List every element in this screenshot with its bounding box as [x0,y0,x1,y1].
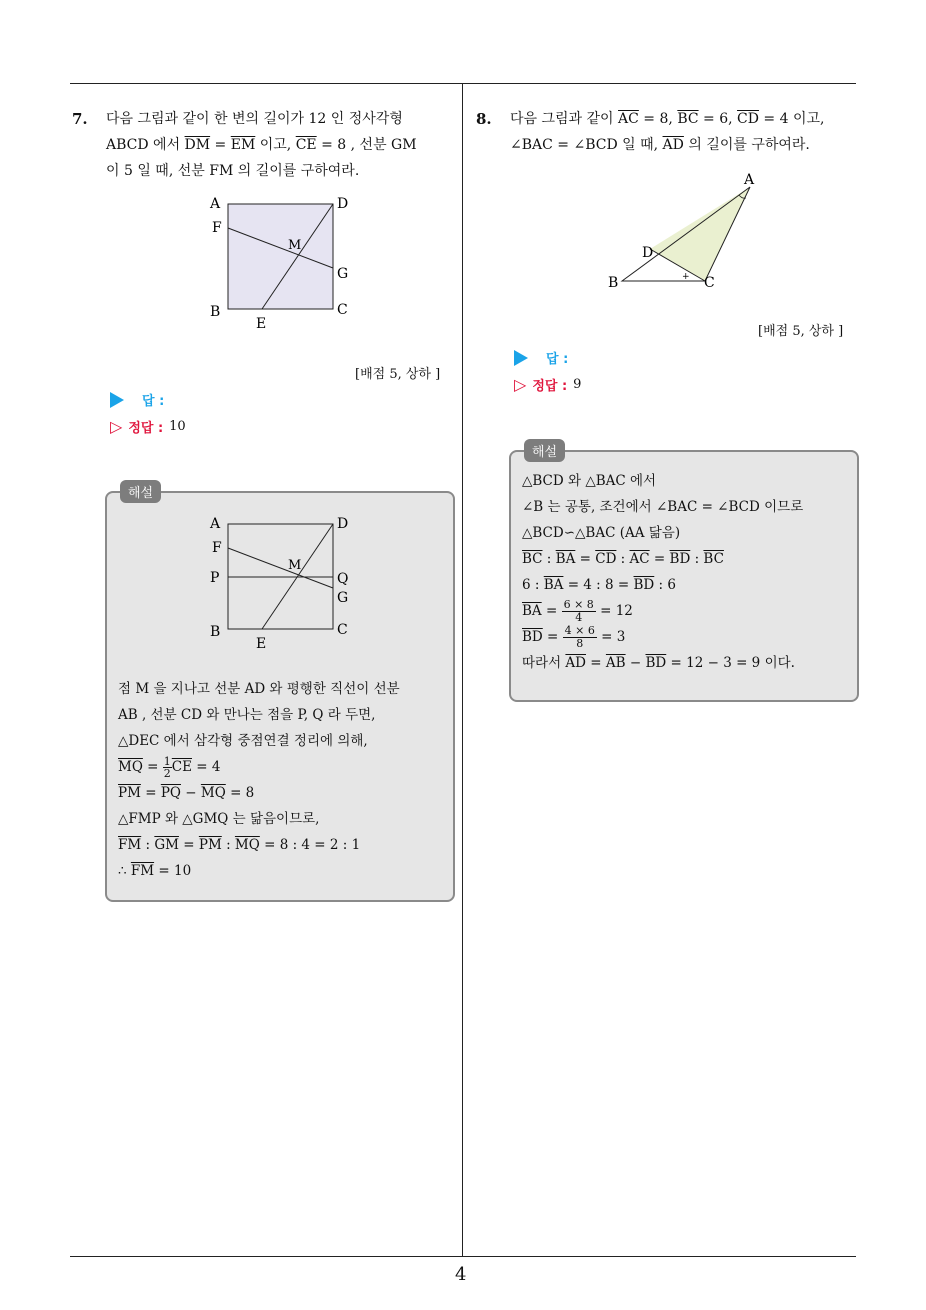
q8-sol-line-1: △BCD 와 △BAC 에서 [522,473,657,489]
q7-number: 7. [72,110,88,128]
q8-correct-row [514,375,581,394]
svg-text:P: P [210,570,220,586]
q7-correct-label: 정답 : [128,421,164,436]
svg-text:G: G [337,590,349,606]
q7-sol-line-3: △DEC 에서 삼각형 중점연결 정리에 의해, [118,733,368,749]
svg-text:B: B [210,624,221,640]
q8-sol-line-8: 따라서 $\overline{AD} = \overline{AB} - \overline{BD} = 12 - 3 = 9$ 이다. [522,655,795,671]
outline-triangle-icon: ▷ [514,375,527,394]
q8-correct-label: 정답 : [532,379,568,394]
q7-text [106,106,458,184]
label-f: F [212,220,222,236]
play-triangle-icon [110,392,124,408]
label-a: A [210,196,221,212]
q8-sol-line-2: ∠B 는 공통, 조건에서 ∠BAC = ∠BCD 이므로 [522,499,804,515]
label-m: M [288,238,302,253]
q7-line-1: 다음 그림과 같이 한 변의 길이가 12 인 정사각형 [106,111,403,127]
svg-text:E: E [256,636,267,652]
svg-text:B: B [608,275,619,291]
q7-solution-text [118,676,448,884]
svg-text:A: A [210,516,221,532]
q7-correct-row [110,417,186,436]
q7-sol-line-2: AB , 선분 CD 와 만나는 점을 P, Q 라 두면, [118,707,376,723]
q8-line-2: ∠BAC = ∠BCD 일 때, $\overline{AD}$ 의 길이를 구하여라. [510,137,810,153]
label-g: G [337,266,349,282]
svg-text:C: C [337,622,348,638]
q8-solution-text [522,468,852,676]
q7-score: [배점 5, 상하 ] [355,367,441,382]
q7-sol-line-4: $\overline{MQ}$ = $\frac{1}{2}$ $\overline{CE}$ = 4 [118,754,221,780]
svg-text:M: M [288,558,302,573]
q8-sol-line-3: △BCD∽△BAC (AA 닮음) [522,525,681,541]
svg-text:F: F [212,540,222,556]
q8-text [510,106,862,158]
q8-answer-label: 답 : [546,352,569,367]
q8-number: 8. [476,110,492,128]
top-rule [70,83,856,84]
q7-line-3: 이 5 일 때, 선분 FM 의 길이를 구하여라. [106,163,360,179]
q8-line-1: 다음 그림과 같이 $\overline{AC} = 8$, $\overline{BC} = 6$, $\overline{CD} = 4$ 이고, [510,111,825,127]
q7-answer-label: 답 : [142,394,165,409]
q7-sol-line-5: $\overline{PM} = \overline{PQ} - \overline{MQ} = 8$ [118,785,255,801]
q8-sol-line-6: $\overline{BA}$ = $\frac{6 \times 8}{4}$ = 12 [522,597,633,624]
q8-sol-line-4: $\overline{BC}$ : $\overline{BA} = \overline{CD}$ : $\overline{AC} = \overline{BD}$ : $\overline{BC}$ [522,551,724,567]
q7-sol-line-6: △FMP 와 △GMQ 는 닮음이므로, [118,811,320,827]
q8-solution-tag: 해설 [524,439,565,462]
label-c: C [337,302,348,318]
svg-text:D: D [337,516,349,532]
q8-sol-line-5: 6 : $\overline{BA} = 4$ : $8 = \overline{BD}$ : 6 [522,577,676,593]
label-d: D [337,196,349,212]
q7-correct-value: 10 [169,419,186,434]
label-b: B [210,304,221,320]
label-e: E [256,316,267,332]
svg-text:A: A [744,172,755,188]
q8-answer-row [514,348,568,367]
outline-triangle-icon: ▷ [110,417,123,436]
column-divider [462,84,463,1256]
q7-solution-tag: 해설 [120,480,161,503]
q7-solution-figure [200,510,370,660]
bottom-rule [70,1256,856,1257]
square-fill [228,204,333,309]
play-triangle-icon [514,350,528,366]
q7-line-2: ABCD 에서 $\overline{DM} = \overline{EM}$ 이고, $\overline{CE} = 8$ , 선분 GM [106,137,417,153]
svg-text:+: + [682,272,690,282]
q7-sol-line-1: 점 M 을 지나고 선분 AD 와 평행한 직선이 선분 [118,681,400,697]
q7-square-figure [200,190,370,340]
q8-correct-value: 9 [573,377,582,392]
svg-text:D: D [642,245,654,261]
page-number: 4 [455,1264,467,1285]
triangle-fill [650,187,750,281]
q7-answer-row [110,390,164,409]
q8-score: [배점 5, 상하 ] [758,324,844,339]
q8-triangle-figure [600,165,780,300]
q7-sol-line-8: ∴ $\overline{FM} = 10$ [118,863,192,879]
svg-text:C: C [704,275,715,291]
q8-sol-line-7: $\overline{BD}$ = $\frac{4 \times 6}{8}$ = 3 [522,623,626,650]
q7-sol-line-7: $\overline{FM}$ : $\overline{GM} = \overline{PM}$ : $\overline{MQ} = 8$ : 4 = 2 : 1 [118,837,361,853]
svg-text:Q: Q [337,571,349,587]
